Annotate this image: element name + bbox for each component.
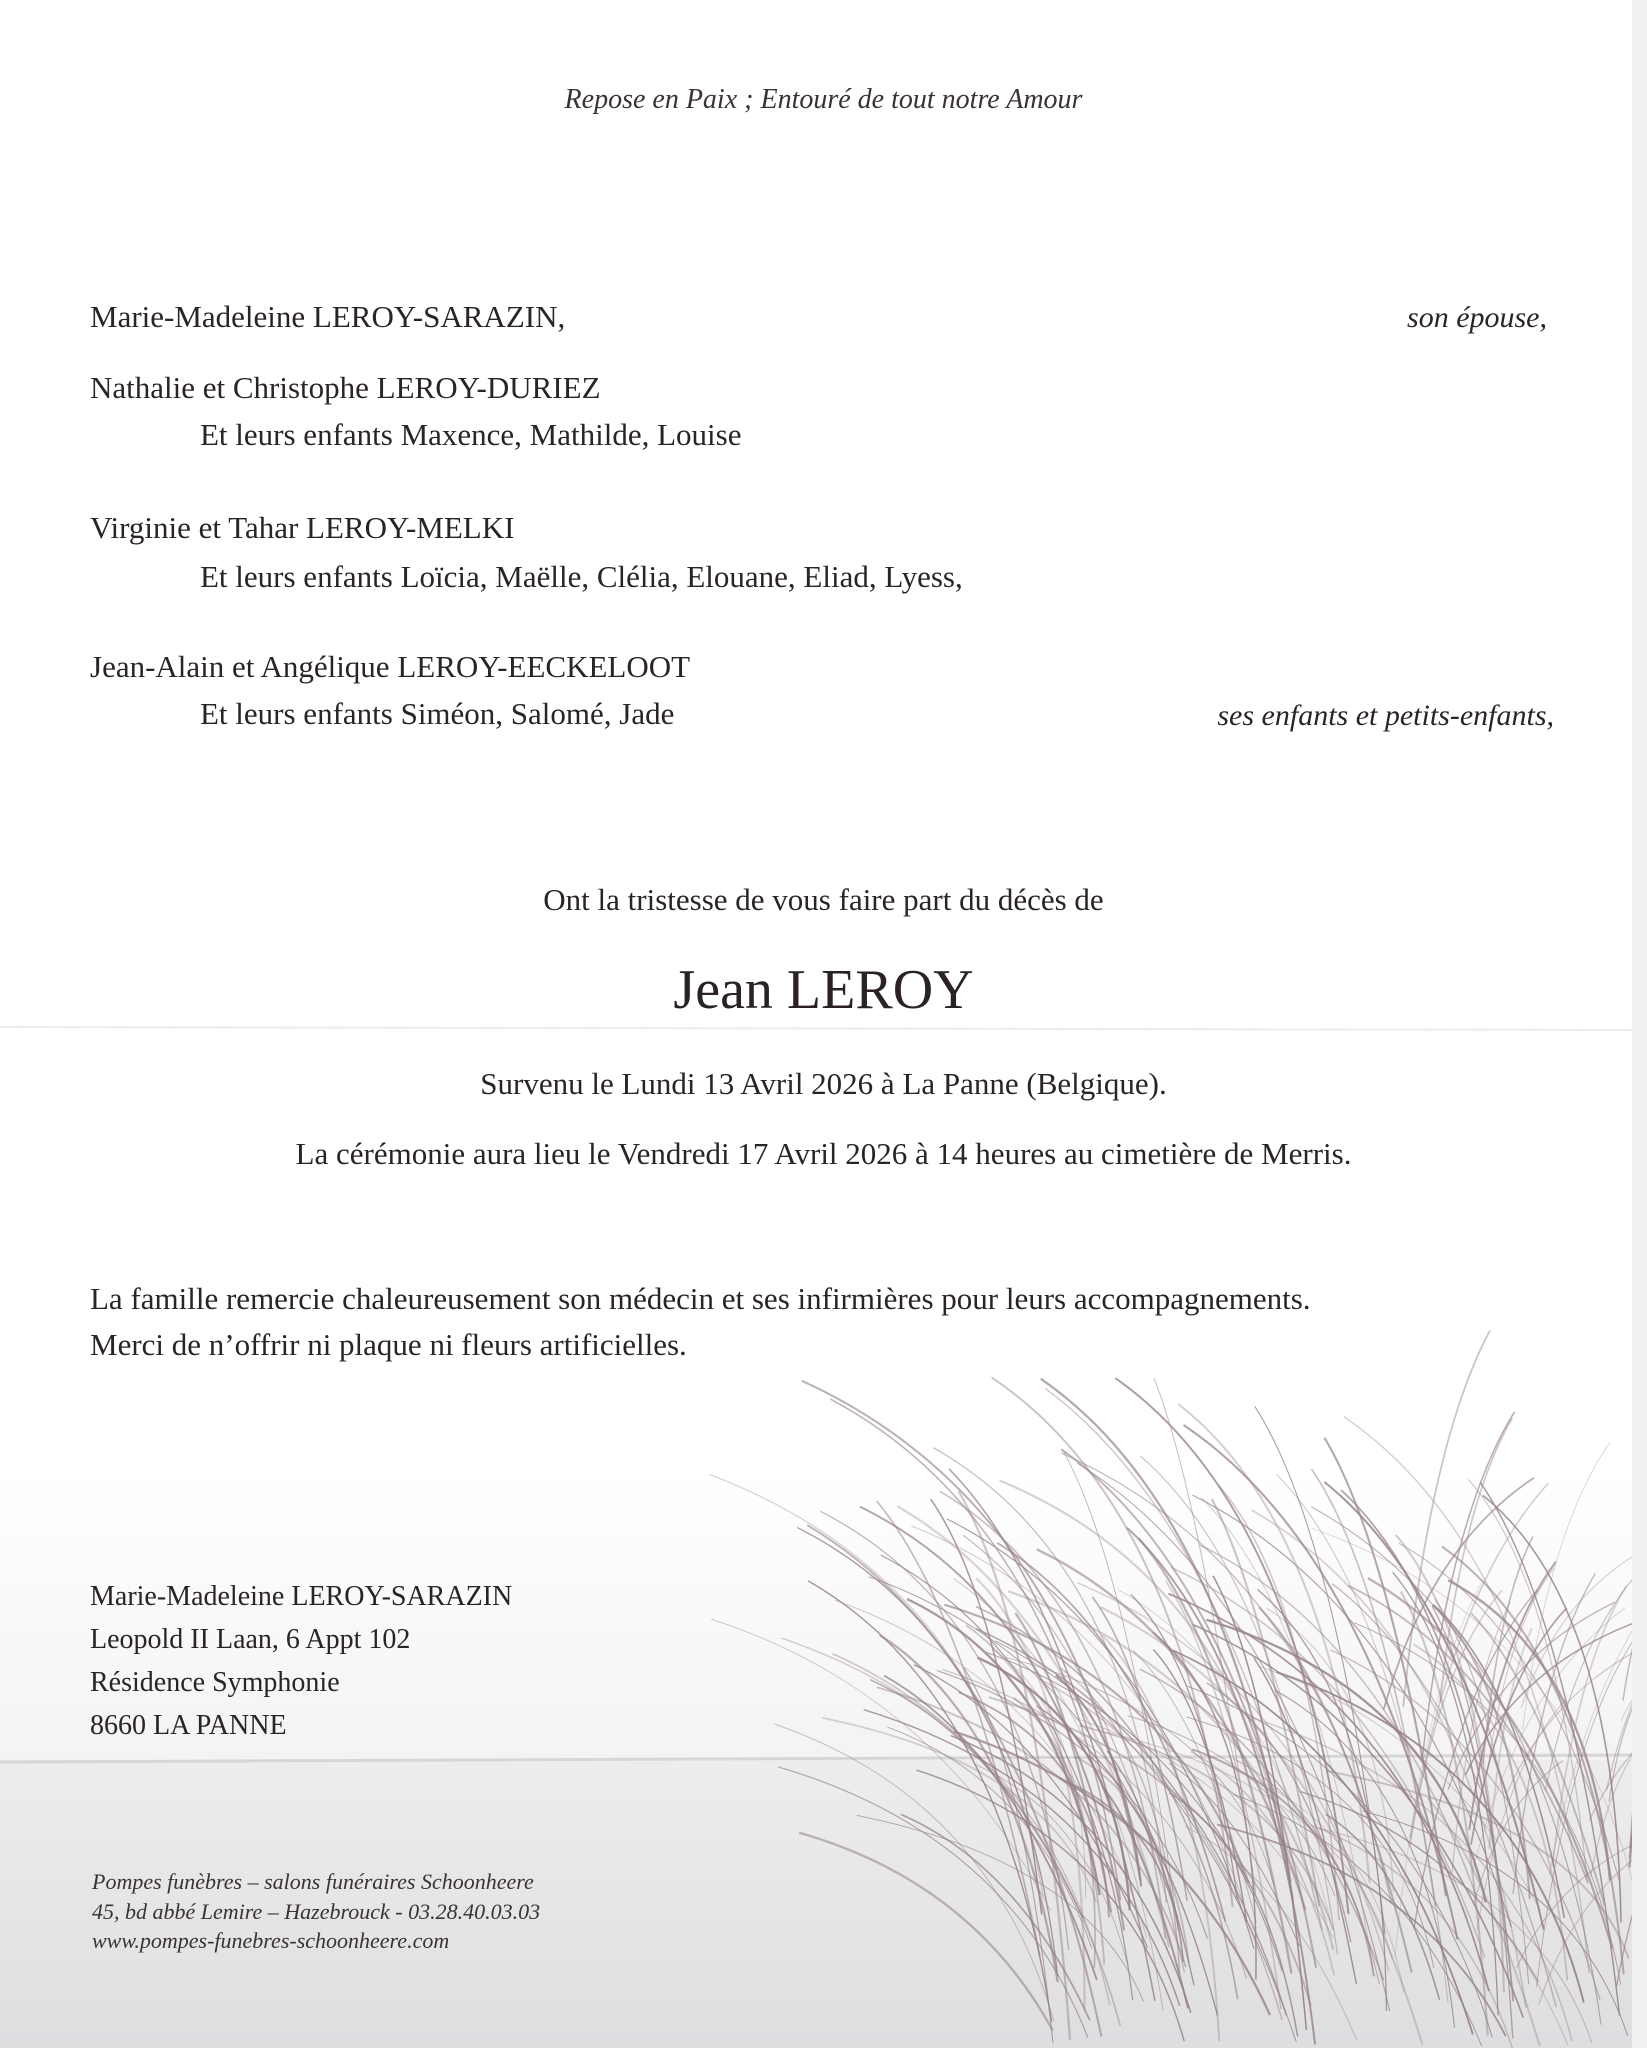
address-city: 8660 LA PANNE [90, 1710, 287, 1741]
address-name: Marie-Madeleine LEROY-SARAZIN [90, 1581, 513, 1612]
death-line: Survenu le Lundi 13 Avril 2026 à La Panne (Belgique). [480, 1066, 1167, 1101]
address-street: Leopold II Laan, 6 Appt 102 [90, 1624, 411, 1655]
child-3-kids: Et leurs enfants Siméon, Salomé, Jade [200, 696, 675, 731]
thanks-line-2: Merci de n’offrir ni plaque ni fleurs artificielles. [90, 1327, 687, 1362]
announcement-intro: Ont la tristesse de vous faire part du décès de [543, 882, 1104, 917]
funeral-home-address: 45, bd abbé Lemire – Hazebrouck - 03.28.40.03.03 [92, 1899, 541, 1924]
address-residence: Résidence Symphonie [90, 1667, 340, 1698]
spouse-name: Marie-Madeleine LEROY-SARAZIN, [90, 299, 566, 334]
ceremony-line: La cérémonie aura lieu le Vendredi 17 Avril 2026 à 14 heures au cimetière de Merris. [295, 1136, 1352, 1171]
spouse-role: son épouse, [1407, 301, 1547, 334]
child-2-kids: Et leurs enfants Loïcia, Maëlle, Clélia, Elouane, Eliad, Lyess, [200, 559, 963, 594]
funeral-home-website: www.pompes-funebres-schoonheere.com [92, 1928, 450, 1953]
thanks-line-1: La famille remercie chaleureusement son médecin et ses infirmières pour leurs accompagnements. [90, 1281, 1311, 1316]
child-3-parents: Jean-Alain et Angélique LEROY-EECKELOOT [90, 649, 691, 684]
child-1-kids: Et leurs enfants Maxence, Mathilde, Louise [200, 417, 742, 452]
child-2-parents: Virginie et Tahar LEROY-MELKI [90, 510, 515, 545]
child-1-parents: Nathalie et Christophe LEROY-DURIEZ [90, 370, 601, 405]
deceased-name: Jean LEROY [673, 959, 974, 1021]
children-role: ses enfants et petits-enfants, [1217, 699, 1554, 732]
epigraph: Repose en Paix ; Entouré de tout notre Amour [564, 84, 1083, 115]
funeral-home-name: Pompes funèbres – salons funéraires Schoonheere [92, 1869, 534, 1894]
